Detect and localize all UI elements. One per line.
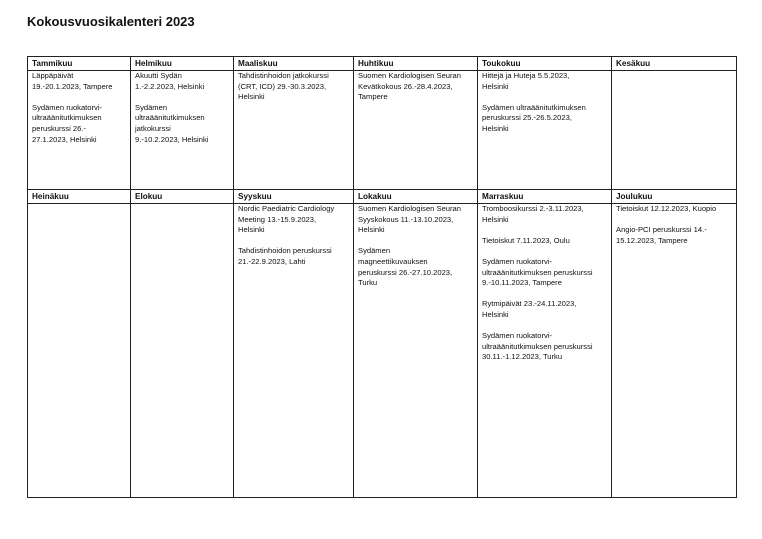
event-entry: Suomen Kardiologisen Seuran Syyskokous 11.-13.10.2023, Helsinki xyxy=(358,204,462,235)
page-title: Kokousvuosikalenteri 2023 xyxy=(27,14,195,29)
month-events-row xyxy=(28,71,737,190)
event-entry: Sydämen magneettikuvauksen peruskurssi 26.-27.10.2023, Turku xyxy=(358,246,453,288)
month-events-row xyxy=(28,204,737,498)
event-entry: Läppäpäivät 19.-20.1.2023, Tampere xyxy=(32,71,113,91)
month-cell xyxy=(478,71,612,190)
event-entry: Rytmipäivät 23.-24.11.2023, Helsinki xyxy=(482,299,577,319)
event-entry: Suomen Kardiologisen Seuran Kevätkokous 26.-28.4.2023, Tampere xyxy=(358,71,462,102)
event-entry: Tietoiskut 7.11.2023, Oulu xyxy=(482,235,570,245)
month-header: Elokuu xyxy=(131,190,234,204)
event-entry: Sydämen ruokatorvi- ultraäänitutkimuksen peruskurssi 9.-10.11.2023, Tampere xyxy=(482,256,593,288)
event-entry: Sydämen ruokatorvi- ultraäänitutkimuksen peruskurssi 30.11.-1.12.2023, Turku xyxy=(482,331,593,362)
event-entry: Sydämen ruokatorvi- ultraäänitutkimuksen peruskurssi 26.- 27.1.2023, Helsinki xyxy=(32,102,103,144)
month-cell xyxy=(234,204,354,498)
month-header: Helmikuu xyxy=(131,57,234,71)
event-entry: Nordic Paediatric Cardiology Meeting 13.-15.9.2023, Helsinki xyxy=(238,204,335,235)
month-cell xyxy=(234,71,354,190)
month-header: Marraskuu xyxy=(478,190,612,204)
month-header: Syyskuu xyxy=(234,190,354,204)
month-cell xyxy=(478,204,612,498)
month-cell xyxy=(612,204,737,498)
month-header: Kesäkuu xyxy=(612,57,737,71)
month-header: Lokakuu xyxy=(354,190,478,204)
event-entry: Sydämen ultraäänitutkimuksen jatkokurssi 9.-10.2.2023, Helsinki xyxy=(135,102,209,144)
month-header: Toukokuu xyxy=(478,57,612,71)
event-entry: Tromboosikurssi 2.-3.11.2023, Helsinki xyxy=(482,204,584,224)
month-header: Tammikuu xyxy=(28,57,131,71)
month-cell xyxy=(354,204,478,498)
event-entry: Sydämen ultraäänitutkimuksen peruskurssi 25.-26.5.2023, Helsinki xyxy=(482,102,586,133)
month-cell xyxy=(612,71,737,190)
month-header-row xyxy=(28,190,737,204)
month-header: Heinäkuu xyxy=(28,190,131,204)
month-header: Huhtikuu xyxy=(354,57,478,71)
event-entry: Akuutti Sydän 1.-2.2.2023, Helsinki xyxy=(135,71,205,91)
month-cell xyxy=(131,71,234,190)
month-cell xyxy=(131,204,234,498)
event-entry: Hittejä ja Huteja 5.5.2023, Helsinki xyxy=(482,71,570,91)
event-entry: Angio-PCI peruskurssi 14.- 15.12.2023, Tampere xyxy=(616,225,707,245)
month-header: Maaliskuu xyxy=(234,57,354,71)
month-cell xyxy=(28,204,131,498)
month-cell xyxy=(28,71,131,190)
month-header: Joulukuu xyxy=(612,190,737,204)
month-header-row xyxy=(28,57,737,71)
calendar-table xyxy=(27,56,737,498)
event-entry: Tietoiskut 12.12.2023, Kuopio xyxy=(616,204,717,213)
month-cell xyxy=(354,71,478,190)
event-entry: Tahdistinhoidon jatkokurssi (CRT, ICD) 29.-30.3.2023, Helsinki xyxy=(238,71,329,102)
event-entry: Tahdistinhoidon peruskurssi 21.-22.9.2023, Lahti xyxy=(238,246,332,266)
